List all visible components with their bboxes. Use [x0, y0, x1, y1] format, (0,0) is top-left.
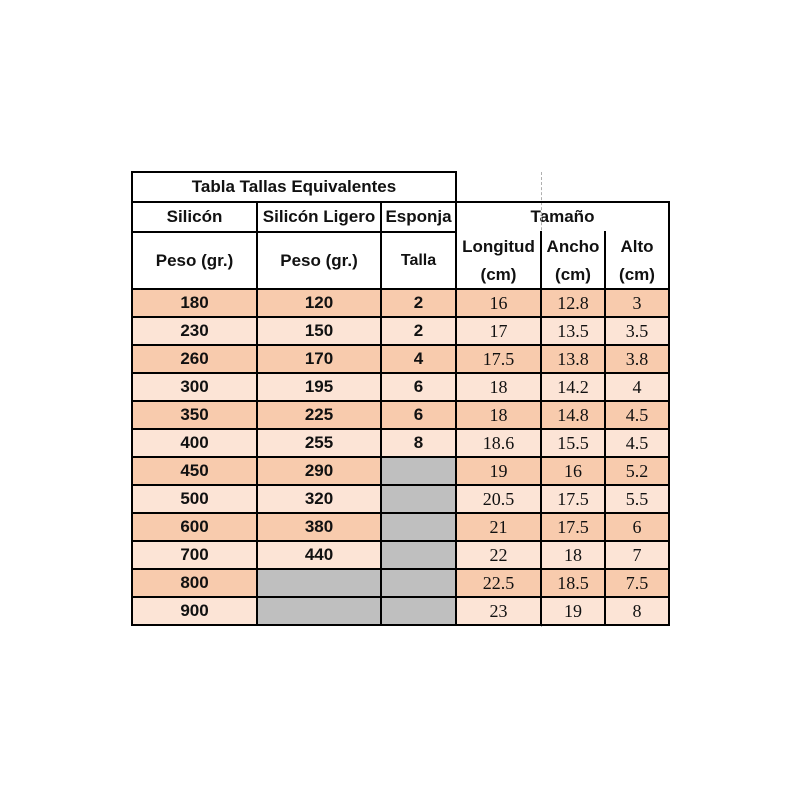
subheader-longitud-unit: (cm)	[480, 264, 517, 284]
grid-hline	[131, 316, 670, 318]
header-silicon-ligero: Silicón Ligero	[262, 207, 376, 226]
subheader-talla: Talla	[400, 251, 437, 269]
subheader-peso-silicon-ligero: Peso (gr.)	[280, 250, 358, 270]
cell-ancho: 12.8	[541, 289, 605, 317]
grid-hline	[131, 428, 670, 430]
grid-hline	[131, 624, 670, 626]
cell-silicon-peso: 600	[132, 513, 257, 541]
cell-alto: 5.2	[605, 457, 669, 485]
cell-silicon-ligero-peso: 120	[257, 289, 381, 317]
cell-alto: 3	[605, 289, 669, 317]
cell-esponja-talla	[381, 513, 456, 541]
cell-silicon-peso: 260	[132, 345, 257, 373]
cell-esponja-talla	[381, 485, 456, 513]
cell-silicon-ligero-peso	[257, 569, 381, 597]
cell-longitud: 20.5	[456, 485, 541, 513]
header-tamano: Tamaño	[530, 207, 595, 226]
cell-alto: 7.5	[605, 569, 669, 597]
cell-silicon-ligero-peso: 225	[257, 401, 381, 429]
header-esponja: Esponja	[385, 207, 452, 226]
cell-ancho: 16	[541, 457, 605, 485]
subheader-alto-unit: (cm)	[619, 264, 655, 284]
grid-hline	[131, 372, 670, 374]
cell-ancho: 17.5	[541, 513, 605, 541]
cell-alto: 8	[605, 597, 669, 625]
table-title: Tabla Tallas Equivalentes	[191, 177, 397, 196]
cell-esponja-talla	[381, 597, 456, 625]
grid-hline	[131, 540, 670, 542]
cell-esponja-talla: 6	[381, 401, 456, 429]
grid-hline	[131, 400, 670, 402]
grid-vline	[668, 201, 670, 626]
cell-alto: 3.5	[605, 317, 669, 345]
cell-silicon-ligero-peso: 255	[257, 429, 381, 457]
grid-vline	[131, 171, 133, 203]
cell-alto: 7	[605, 541, 669, 569]
cell-ancho: 14.8	[541, 401, 605, 429]
cell-silicon-peso: 500	[132, 485, 257, 513]
cell-longitud: 22	[456, 541, 541, 569]
cell-silicon-ligero-peso: 440	[257, 541, 381, 569]
subheader-longitud	[456, 232, 541, 289]
subheader-peso-silicon: Peso (gr.)	[155, 250, 234, 270]
cell-silicon-ligero-peso: 195	[257, 373, 381, 401]
subheader-ancho-label: Ancho	[546, 236, 600, 256]
cell-ancho: 15.5	[541, 429, 605, 457]
cell-longitud: 17.5	[456, 345, 541, 373]
cell-longitud: 22.5	[456, 569, 541, 597]
cell-alto: 4	[605, 373, 669, 401]
cell-silicon-peso: 900	[132, 597, 257, 625]
grid-vline	[380, 201, 382, 626]
grid-hline	[131, 484, 670, 486]
cell-esponja-talla: 8	[381, 429, 456, 457]
cell-longitud: 18.6	[456, 429, 541, 457]
cell-ancho: 14.2	[541, 373, 605, 401]
cell-ancho: 19	[541, 597, 605, 625]
grid-hline	[131, 288, 670, 290]
cell-esponja-talla	[381, 541, 456, 569]
cell-silicon-peso: 350	[132, 401, 257, 429]
cell-ancho: 13.5	[541, 317, 605, 345]
cell-silicon-ligero-peso: 380	[257, 513, 381, 541]
cell-esponja-talla: 2	[381, 317, 456, 345]
cell-longitud: 18	[456, 401, 541, 429]
grid-hline	[131, 344, 670, 346]
cell-longitud: 19	[456, 457, 541, 485]
cell-alto: 4.5	[605, 429, 669, 457]
cell-silicon-peso: 230	[132, 317, 257, 345]
subheader-alto-label: Alto	[620, 236, 654, 256]
cell-esponja-talla: 4	[381, 345, 456, 373]
cell-longitud: 17	[456, 317, 541, 345]
grid-hline	[131, 201, 670, 203]
grid-hline	[131, 512, 670, 514]
cell-ancho: 18.5	[541, 569, 605, 597]
cell-silicon-ligero-peso: 170	[257, 345, 381, 373]
grid-hline	[131, 568, 670, 570]
cell-esponja-talla: 2	[381, 289, 456, 317]
subheader-alto	[605, 232, 669, 289]
cell-esponja-talla: 6	[381, 373, 456, 401]
cell-alto: 5.5	[605, 485, 669, 513]
grid-hline	[131, 456, 670, 458]
cell-silicon-peso: 300	[132, 373, 257, 401]
cell-esponja-talla	[381, 569, 456, 597]
cell-ancho: 18	[541, 541, 605, 569]
cell-longitud: 18	[456, 373, 541, 401]
grid-hline	[131, 171, 457, 173]
cell-longitud: 21	[456, 513, 541, 541]
grid-hline	[131, 231, 457, 233]
cell-alto: 6	[605, 513, 669, 541]
cell-longitud: 23	[456, 597, 541, 625]
grid-vline	[455, 201, 457, 626]
cell-silicon-peso: 450	[132, 457, 257, 485]
cell-silicon-peso: 180	[132, 289, 257, 317]
header-silicon: Silicón	[166, 207, 223, 226]
cell-silicon-peso: 400	[132, 429, 257, 457]
grid-vline	[455, 171, 457, 203]
cell-silicon-peso: 700	[132, 541, 257, 569]
cell-alto: 4.5	[605, 401, 669, 429]
cell-esponja-talla	[381, 457, 456, 485]
grid-vline	[131, 201, 133, 626]
cell-ancho: 17.5	[541, 485, 605, 513]
subheader-longitud-label: Longitud	[462, 236, 535, 256]
cell-silicon-ligero-peso: 150	[257, 317, 381, 345]
cell-alto: 3.8	[605, 345, 669, 373]
cell-silicon-ligero-peso: 320	[257, 485, 381, 513]
cell-ancho: 13.8	[541, 345, 605, 373]
cell-longitud: 16	[456, 289, 541, 317]
subheader-ancho	[541, 232, 605, 289]
cell-silicon-ligero-peso	[257, 597, 381, 625]
grid-vline	[256, 201, 258, 626]
subheader-ancho-unit: (cm)	[555, 264, 591, 284]
cell-silicon-peso: 800	[132, 569, 257, 597]
cell-silicon-ligero-peso: 290	[257, 457, 381, 485]
grid-hline	[131, 596, 670, 598]
